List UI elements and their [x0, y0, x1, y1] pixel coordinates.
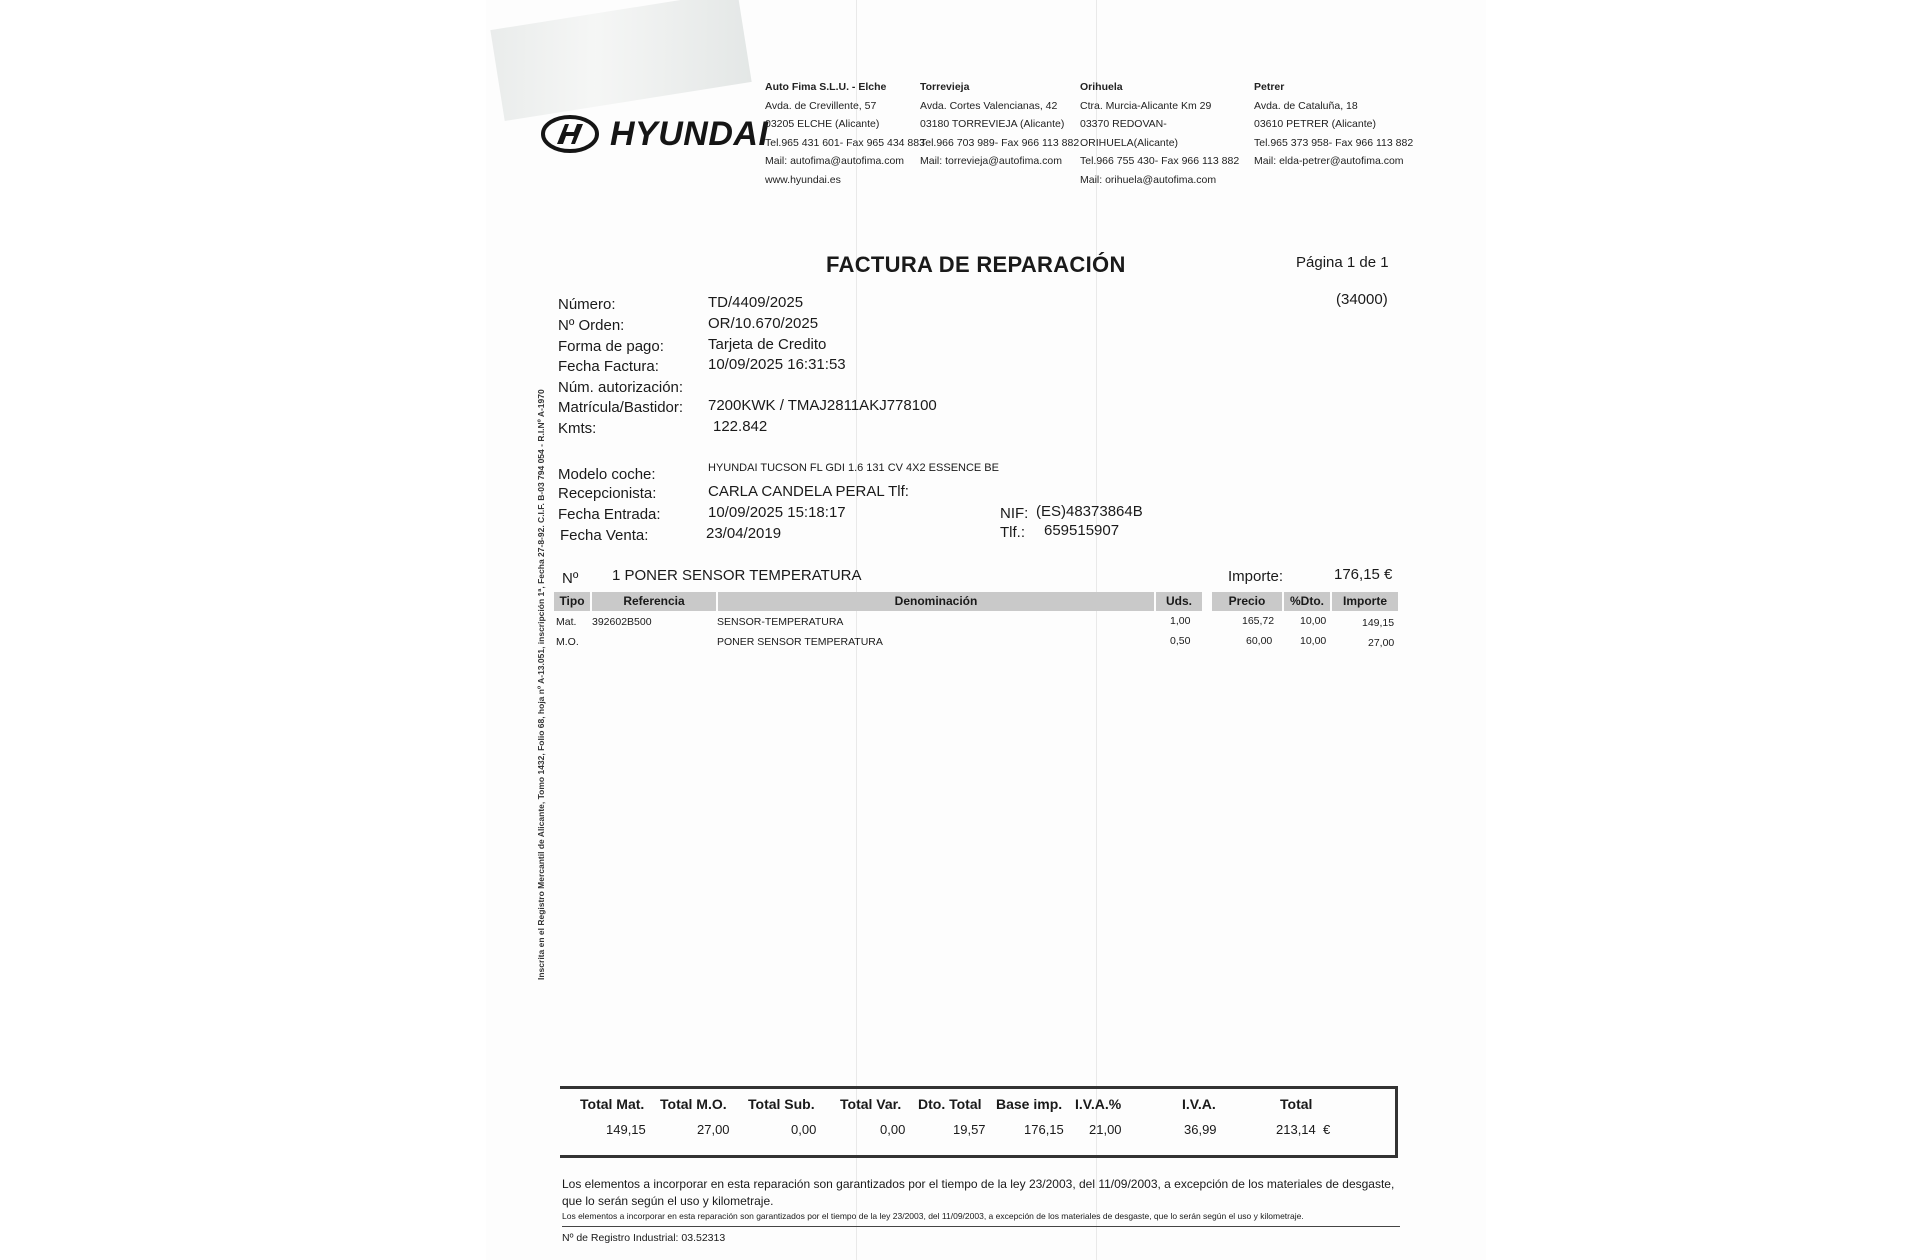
totals-value-total: 213,14 € [1276, 1122, 1331, 1137]
field-label-fecha-venta: Fecha Venta: [560, 527, 649, 544]
operation-importe-value: 176,15 € [1334, 566, 1393, 583]
totals-header-iva: I.V.A. [1182, 1096, 1216, 1112]
totals-value-mat: 149,15 [606, 1122, 646, 1137]
operation-description: 1 PONER SENSOR TEMPERATURA [612, 567, 862, 584]
totals-value-var: 0,00 [880, 1122, 906, 1137]
table-row-1-uds: 1,00 [1170, 615, 1191, 627]
field-label-numero: Número: [558, 296, 616, 313]
dealer-orihuela: Orihuela Ctra. Murcia-Alicante Km 29 03370 REDOVAN-ORIHUELA(Alicante) Tel.966 755 430- Fax 966 113 882 Mail: orihuela@autofima.com [1080, 81, 1240, 186]
table-header-importe: Importe [1332, 592, 1398, 611]
field-value-fecha-venta: 23/04/2019 [706, 525, 782, 542]
table-header-precio: Precio [1212, 592, 1282, 611]
table-row-1-importe: 149,15 [1362, 617, 1395, 629]
totals-header-sub: Total Sub. [748, 1096, 815, 1112]
field-label-forma-pago: Forma de pago: [558, 338, 664, 355]
field-label-matricula: Matrícula/Bastidor: [558, 399, 684, 416]
dealer-elche: Auto Fima S.L.U. - Elche Avda. de Crevillente, 57 03205 ELCHE (Alicante) Tel.965 431 601- Fax 965 434 883 Mail: autofima@autofima.com www.hyundai.es [765, 81, 925, 186]
totals-header-mat: Total Mat. [580, 1096, 645, 1112]
totals-value-iva-pct: 21,00 [1089, 1122, 1122, 1137]
totals-value-sub: 0,00 [791, 1122, 817, 1137]
table-row-2-dto: 10,00 [1300, 635, 1327, 647]
hyundai-logo [540, 113, 768, 155]
brand-name: HYUNDAI [610, 114, 769, 153]
table-row-1-denominacion: SENSOR-TEMPERATURA [717, 616, 844, 628]
operation-importe-label: Importe: [1228, 568, 1284, 585]
tlf-label: Tlf.: [1000, 524, 1025, 541]
invoice-paper [486, 0, 1486, 1260]
table-header-dto: %Dto. [1284, 592, 1330, 611]
field-label-orden: Nº Orden: [558, 317, 625, 334]
table-row-2-uds: 0,50 [1170, 635, 1191, 647]
tlf-value: 659515907 [1044, 522, 1120, 539]
totals-value-dto: 19,57 [953, 1122, 986, 1137]
table-header-denominacion: Denominación [718, 592, 1154, 611]
field-label-modelo: Modelo coche: [558, 466, 656, 483]
warranty-small-text: Los elementos a incorporar en esta reparación son garantizados por el tiempo de la ley 23/2003, del 11/09/2003, a excepción de los materiales de desgaste, que lo serán según el uso y kilometraje. [562, 1211, 1304, 1221]
field-value-recepcionista: CARLA CANDELA PERAL Tlf: [708, 483, 909, 500]
table-header-referencia: Referencia [592, 592, 716, 611]
field-value-fecha-factura: 10/09/2025 16:31:53 [708, 356, 846, 373]
field-label-fecha-entrada: Fecha Entrada: [558, 506, 661, 523]
field-value-kmts: 122.842 [713, 418, 768, 435]
table-row-2-precio: 60,00 [1246, 635, 1273, 647]
table-row-1-tipo: Mat. [556, 616, 577, 628]
fold-line [1096, 0, 1097, 1260]
field-label-fecha-factura: Fecha Factura: [558, 358, 659, 375]
table-row-1-referencia: 392602B500 [592, 616, 652, 628]
nif-label: NIF: [1000, 505, 1029, 522]
table-header-uds: Uds. [1156, 592, 1202, 611]
document-title: FACTURA DE REPARACIÓN [826, 252, 1126, 277]
field-value-modelo: HYUNDAI TUCSON FL GDI 1.6 131 CV 4X2 ESSENCE BE [708, 462, 999, 474]
table-row-2-importe: 27,00 [1368, 637, 1395, 649]
table-header-tipo: Tipo [554, 592, 590, 611]
table-row-1-precio: 165,72 [1242, 615, 1275, 627]
field-label-recepcionista: Recepcionista: [558, 485, 657, 502]
table-row-2-denominacion: PONER SENSOR TEMPERATURA [717, 636, 883, 648]
dealer-petrer: Petrer Avda. de Cataluña, 18 03610 PETRER (Alicante) Tel.965 373 958- Fax 966 113 882 Mail: elda-petrer@autofima.com [1254, 81, 1414, 167]
page-number: Página 1 de 1 [1296, 254, 1389, 271]
field-value-forma-pago: Tarjeta de Credito [708, 336, 827, 353]
field-value-orden: OR/10.670/2025 [708, 315, 819, 332]
totals-value-iva: 36,99 [1184, 1122, 1217, 1137]
field-label-kmts: Kmts: [558, 420, 597, 437]
totals-header-total: Total [1280, 1096, 1313, 1112]
nif-value: (ES)48373864B [1036, 503, 1143, 520]
document-code: (34000) [1336, 291, 1388, 308]
totals-header-var: Total Var. [840, 1096, 902, 1112]
totals-value-base: 176,15 [1024, 1122, 1064, 1137]
fold-line [856, 0, 857, 1260]
warranty-text: Los elementos a incorporar en esta reparación son garantizados por el tiempo de la ley 23/2003, del 11/09/2003, a excepción de los materiales de desgaste, que lo serán según el uso y kilometraje. [562, 1177, 1395, 1208]
footer-divider [562, 1226, 1400, 1227]
field-label-autorizacion: Núm. autorización: [558, 379, 684, 396]
field-value-fecha-entrada: 10/09/2025 15:18:17 [708, 504, 846, 521]
field-value-numero: TD/4409/2025 [708, 294, 804, 311]
field-value-matricula: 7200KWK / TMAJ2811AKJ778100 [708, 397, 937, 414]
table-row-2-tipo: M.O. [556, 636, 579, 648]
dealer-torrevieja: Torrevieja Avda. Cortes Valencianas, 42 03180 TORREVIEJA (Alicante) Tel.966 703 989- Fax 966 113 882 Mail: torrevieja@autofima.com [920, 81, 1080, 167]
totals-value-mo: 27,00 [697, 1122, 730, 1137]
registry-side-note: Inscrita en el Registro Mercantil de Alicante, Tomo 1432, Folio 68, hoja nº A-13.051, inscripción 1ª, Fecha 27-8-92. C.I.F. B-03 794 054 - R.I.Nº A-1970 [536, 389, 546, 980]
hyundai-emblem-icon [540, 113, 600, 155]
totals-header-iva-pct: I.V.A.% [1075, 1096, 1122, 1112]
operation-number-label: Nº [562, 570, 579, 587]
totals-header-mo: Total M.O. [660, 1096, 727, 1112]
totals-header-dto: Dto. Total [918, 1096, 982, 1112]
totals-header-base: Base imp. [996, 1096, 1063, 1112]
table-row-1-dto: 10,00 [1300, 615, 1327, 627]
registro-industrial: Nº de Registro Industrial: 03.52313 [562, 1232, 726, 1244]
